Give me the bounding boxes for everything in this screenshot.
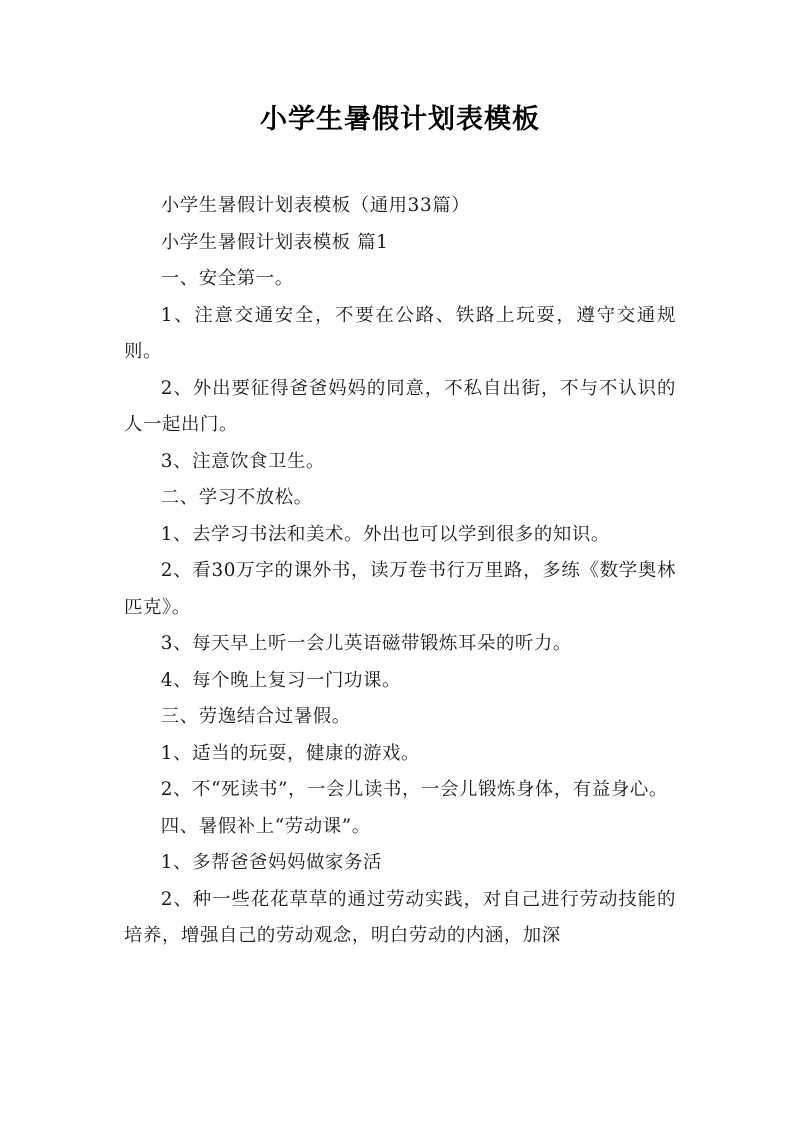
paragraph-section-heading: 小学生暑假计划表模板 篇1 — [160, 231, 389, 253]
paragraph-heading-safety: 一、安全第一。 — [160, 268, 294, 289]
paragraph-subtitle: 小学生暑假计划表模板（通用33篇） — [160, 195, 471, 216]
paragraph-heading-balance: 三、劳逸结合过暑假。 — [160, 706, 351, 727]
document-body — [124, 188, 676, 955]
paragraph: 1、多帮爸爸妈妈做家务活 — [160, 852, 382, 873]
paragraph: 1、去学习书法和美术。外出也可以学到很多的知识。 — [160, 523, 610, 545]
paragraph: 1、注意交通安全，不要在公路、铁路上玩耍，遵守交通规则。 — [124, 304, 676, 362]
paragraph: 2、外出要征得爸爸妈妈的同意，不私自出街，不与不认识的人一起出门。 — [124, 377, 676, 435]
document-title: 小学生暑假计划表模板 — [260, 104, 540, 135]
paragraph: 2、不“死读书”，一会儿读书，一会儿锻炼身体，有益身心。 — [160, 779, 668, 800]
paragraph: 2、看30万字的课外书，读万卷书行万里路，多练《数学奥林匹克》。 — [124, 560, 676, 618]
paragraph-heading-study: 二、学习不放松。 — [160, 487, 313, 508]
paragraph: 3、每天早上听一会儿英语磁带锻炼耳朵的听力。 — [160, 633, 572, 654]
paragraph: 2、种一些花花草草的通过劳动实践，对自己进行劳动技能的培养，增强自己的劳动观念，明白劳动的内涵，加深 — [124, 888, 676, 946]
paragraph: 3、注意饮食卫生。 — [160, 450, 326, 472]
paragraph-heading-labor: 四、暑假补上“劳动课”。 — [160, 815, 371, 837]
paragraph: 1、适当的玩耍，健康的游戏。 — [160, 742, 420, 764]
paragraph: 4、每个晚上复习一门功课。 — [160, 669, 401, 691]
